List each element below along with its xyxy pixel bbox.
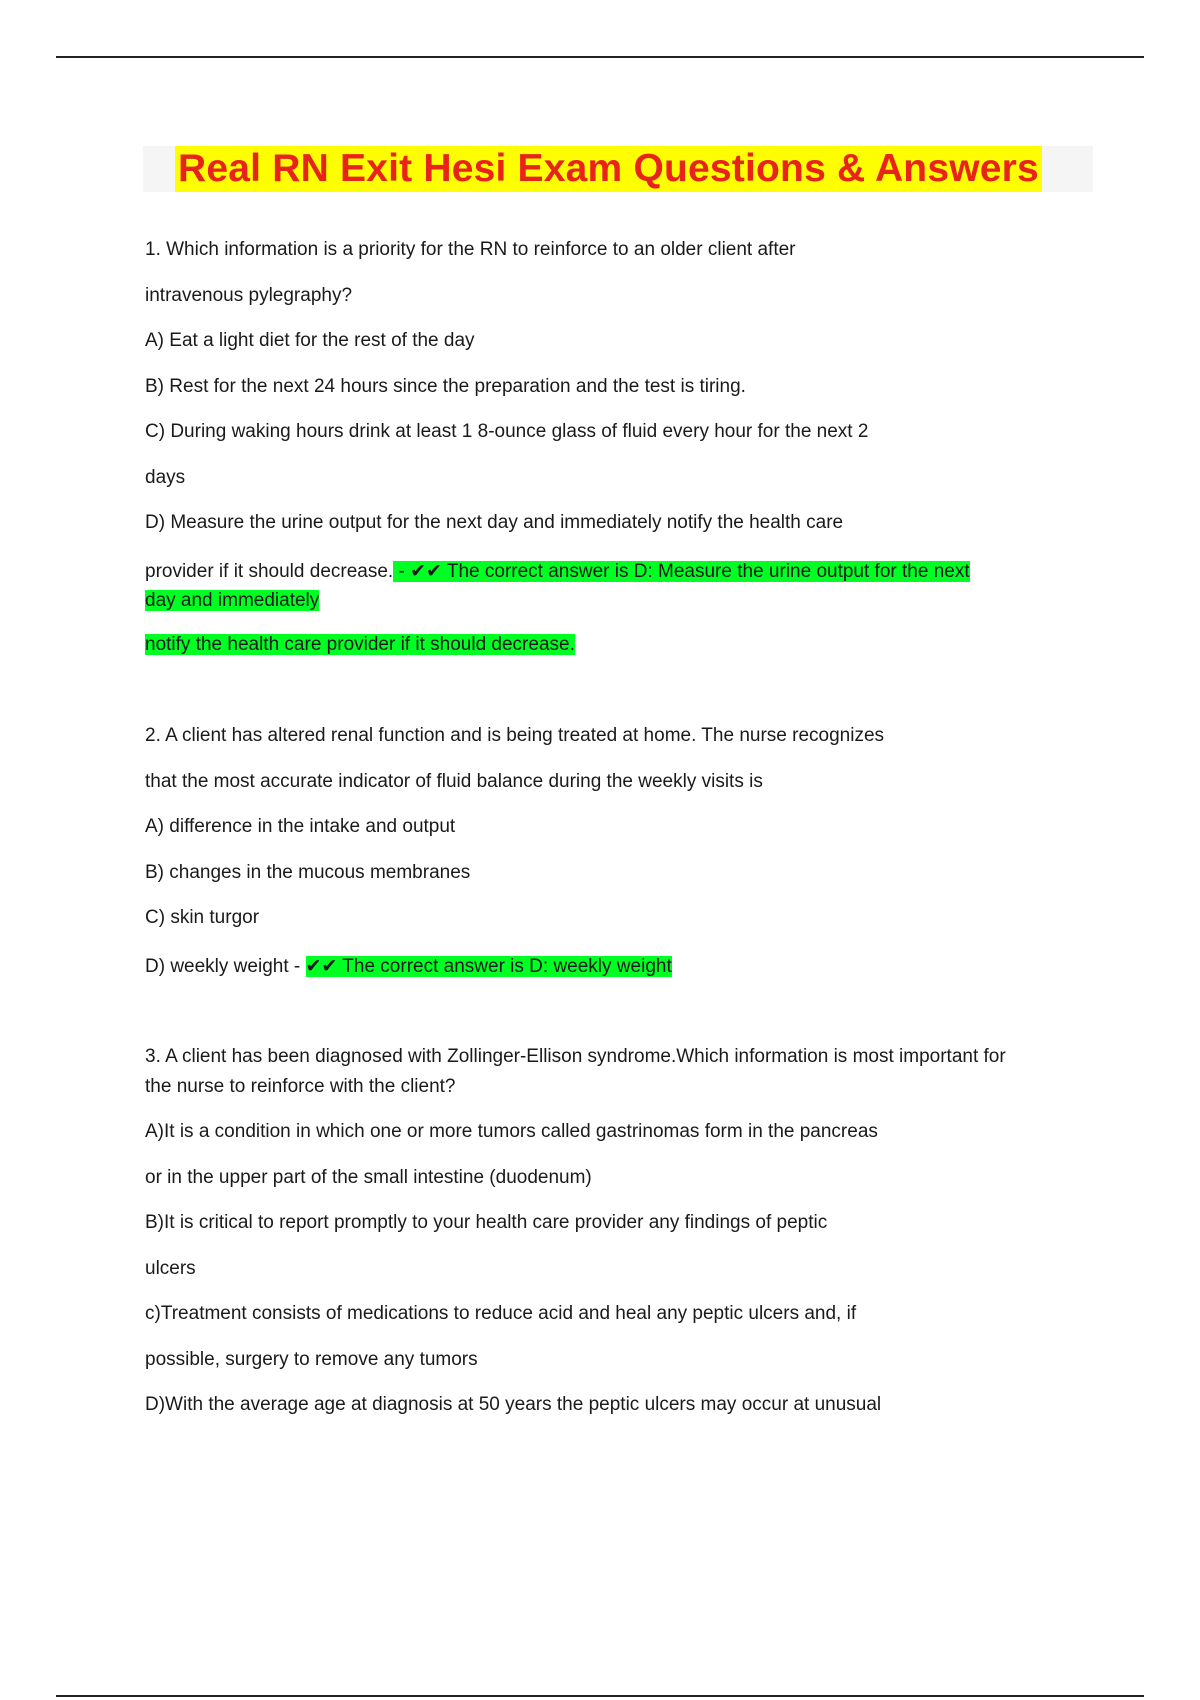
q3-option-a-line-2: or in the upper part of the small intestine (duodenum) bbox=[145, 1167, 592, 1188]
q3-option-d-line-1: D)With the average age at diagnosis at 50 years the peptic ulcers may occur at unusual bbox=[145, 1394, 882, 1415]
q1-answer-highlight bbox=[393, 561, 969, 582]
q2-stem-line-2: that the most accurate indicator of fluid balance during the weekly visits is bbox=[145, 771, 763, 792]
q3-option-a-line-1: A)It is a condition in which one or more tumors called gastrinomas form in the pancreas bbox=[145, 1121, 878, 1142]
q1-stem-line-1: 1. Which information is a priority for the RN to reinforce to an older client after bbox=[145, 239, 796, 260]
q1-answer-line-2-row bbox=[145, 589, 319, 613]
q2-option-a: A) difference in the intake and output bbox=[145, 816, 456, 837]
page-title: Real RN Exit Hesi Exam Questions & Answers bbox=[175, 146, 1042, 192]
q1-option-d-line-2 bbox=[145, 559, 970, 584]
q1-option-a: A) Eat a light diet for the rest of the day bbox=[145, 330, 475, 351]
q1-stem-line-2: intravenous pylegraphy? bbox=[145, 285, 353, 306]
q3-stem-line-1: 3. A client has been diagnosed with Zollinger-Ellison syndrome.Which information is most important for bbox=[145, 1046, 1006, 1067]
q1-option-c-line-2: days bbox=[145, 467, 186, 488]
q1-answer-line-3-row bbox=[145, 633, 575, 657]
bottom-rule bbox=[56, 1695, 1144, 1697]
q1-option-d-line-1: D) Measure the urine output for the next day and immediately notify the health care bbox=[145, 512, 844, 533]
q2-option-b: B) changes in the mucous membranes bbox=[145, 862, 471, 883]
q3-option-b-line-2: ulcers bbox=[145, 1258, 196, 1279]
q3-option-c-line-2: possible, surgery to remove any tumors bbox=[145, 1349, 478, 1370]
top-rule bbox=[56, 56, 1144, 58]
q2-stem-line-1: 2. A client has altered renal function and is being treated at home. The nurse recognizes bbox=[145, 725, 885, 746]
check-icon: ✔✔ bbox=[410, 560, 442, 582]
q1-answer-line-3: notify the health care provider if it should decrease. bbox=[145, 634, 575, 655]
q1-option-c-line-1: C) During waking hours drink at least 1 8-ounce glass of fluid every hour for the next 2 bbox=[145, 421, 869, 442]
q2-option-c: C) skin turgor bbox=[145, 907, 260, 928]
q3-option-b-line-1: B)It is critical to report promptly to your health care provider any findings of peptic bbox=[145, 1212, 828, 1233]
q1-option-b: B) Rest for the next 24 hours since the preparation and the test is tiring. bbox=[145, 376, 746, 397]
q1-answer-line-2: day and immediately bbox=[145, 590, 320, 611]
check-icon: ✔✔ bbox=[305, 955, 338, 977]
q2-option-d: D) weekly weight bbox=[145, 956, 289, 977]
q1-answer-separator: - bbox=[393, 561, 411, 582]
q2-answer-highlight bbox=[306, 956, 672, 977]
q2-answer: The correct answer is D: weekly weight bbox=[342, 956, 672, 977]
q2-option-d-row bbox=[145, 954, 672, 979]
q2-answer-separator: - bbox=[288, 956, 306, 977]
q1-option-d-text: provider if it should decrease. bbox=[145, 561, 394, 582]
q1-answer-line-1: The correct answer is D: Measure the urine output for the next bbox=[446, 561, 970, 582]
q3-stem-line-2: the nurse to reinforce with the client? bbox=[145, 1076, 456, 1097]
q3-option-c-line-1: c)Treatment consists of medications to reduce acid and heal any peptic ulcers and, if bbox=[145, 1303, 857, 1324]
